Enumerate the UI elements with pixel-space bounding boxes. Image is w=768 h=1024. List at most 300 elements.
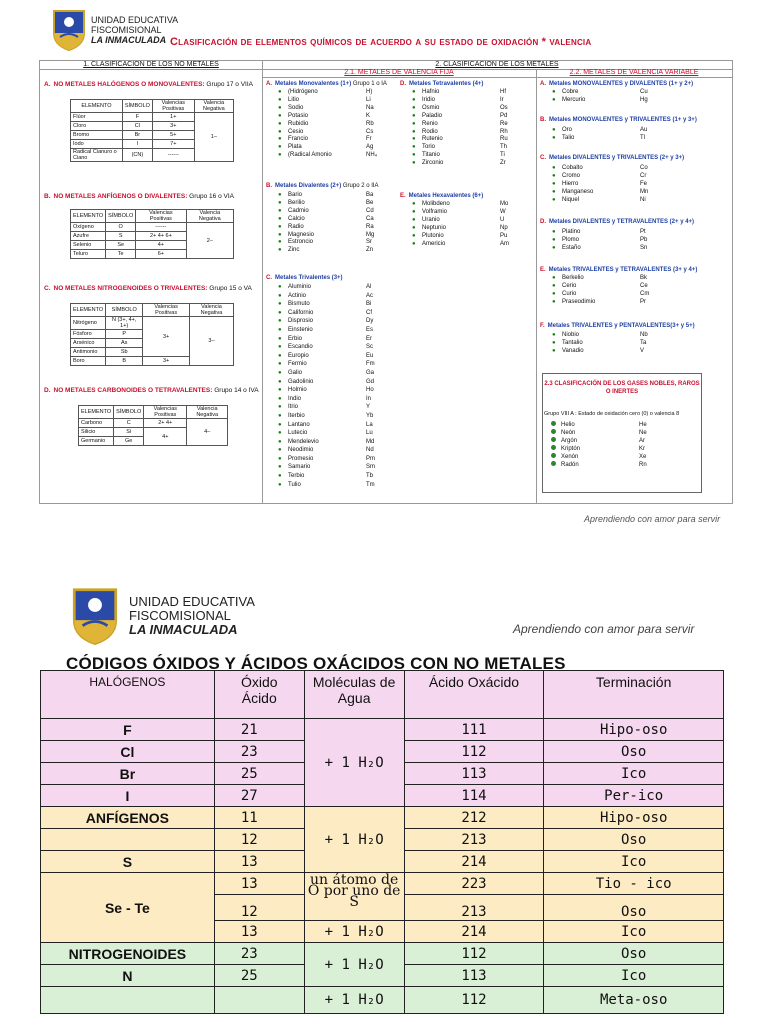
element-symbol: Er: [366, 335, 372, 342]
halogens-section-title: A. NO METALES HALÓGENOS O MONOVALENTES: Grupo 17 o VIIA: [44, 81, 254, 88]
element-symbol: La: [366, 421, 373, 428]
list-item: [552, 237, 656, 245]
list-item: ● Cadmio Cd: [278, 207, 374, 214]
element-name: Titanio: [422, 152, 440, 159]
list-item: [552, 97, 656, 105]
list-item: [551, 453, 655, 461]
element-symbol: Mo: [500, 201, 509, 207]
trivalent-list: [278, 283, 382, 489]
list-item: [552, 245, 656, 253]
list-item: [552, 197, 656, 205]
list-item: ● Zinc Zn: [278, 247, 374, 254]
element-name: Praseodimio: [562, 298, 596, 305]
logo-line-1: UNIDAD EDUCATIVA: [91, 15, 179, 25]
element-name: Radón: [561, 462, 579, 468]
bullet-icon: ●: [412, 216, 416, 223]
element-symbol: Nd: [366, 447, 374, 454]
page-2-title: CÓDIGOS ÓXIDOS Y ÁCIDOS OXÁCIDOS CON NO METALES: [66, 654, 566, 673]
element-name: Californio: [288, 309, 314, 316]
element-name: Samario: [288, 464, 311, 471]
element-name: Niquel: [562, 196, 580, 203]
list-item: [552, 340, 656, 348]
bullet-icon: ●: [552, 275, 556, 281]
list-item: [412, 201, 516, 209]
bullet-icon: ●: [278, 438, 282, 445]
hexavalent-title: E. Metales Hexavalentes (6+): [400, 193, 484, 199]
element-symbol: Pd: [500, 112, 508, 119]
logo-line-3: LA INMACULADA: [91, 35, 167, 45]
list-item: [551, 429, 655, 437]
list-item: ● (Hidrógeno H): [278, 89, 373, 95]
element-symbol: U: [500, 216, 505, 223]
bullet-icon: ●: [278, 481, 282, 488]
element-name: Volframio: [422, 208, 448, 215]
element-name: Torio: [422, 144, 436, 151]
element-symbol: Rh: [500, 128, 508, 135]
classification-sheet: [39, 60, 733, 504]
list-item: ● Francio Fr: [278, 136, 372, 143]
list-item: [552, 283, 656, 291]
bullet-icon: ●: [552, 236, 556, 243]
bullet-icon: [551, 453, 561, 461]
bullet-icon: [551, 429, 561, 437]
element-symbol: Cr: [640, 172, 647, 179]
element-name: Gadolinio: [288, 378, 314, 385]
list-item: [412, 241, 516, 249]
list-item: [278, 386, 382, 395]
list-item: [412, 152, 516, 160]
list-item: [278, 300, 382, 309]
hexavalent-list: [412, 201, 516, 248]
variable-e-list: [552, 275, 656, 307]
page-2: [0, 575, 768, 1024]
element-symbol: Ti: [500, 152, 505, 159]
element-name: Curio: [562, 290, 577, 297]
element-name: Xenón: [561, 454, 579, 460]
element-name: Rodio: [422, 128, 438, 135]
bullet-icon: ●: [278, 301, 282, 308]
list-item: [412, 225, 516, 233]
list-item: [412, 217, 516, 225]
element-name: Estaño: [562, 244, 581, 251]
element-symbol: Cm: [640, 290, 650, 297]
element-symbol: Zr: [500, 160, 506, 167]
element-name: Cobre: [562, 89, 579, 95]
bullet-icon: ●: [278, 318, 282, 325]
element-symbol: Mn: [640, 188, 649, 195]
list-item: [412, 97, 516, 105]
list-item: [278, 421, 382, 430]
halogens-table: ELEMENTO SÍMBOLO Valencias Positivas Valencia Negativa Flúor F 1+ 1– Cloro Cl 3+ Bromo Br 5+ Iodo I 7+ Radical Cianuro o Ciano (CN) ------: [70, 99, 234, 162]
list-item: [412, 113, 516, 121]
bullet-icon: ●: [278, 421, 282, 428]
list-item: [278, 429, 382, 438]
element-symbol: Fe: [640, 180, 648, 187]
element-name: Itrio: [288, 404, 299, 411]
list-item: [412, 209, 516, 217]
element-name: Terbio: [288, 473, 305, 480]
school-logo: [52, 9, 178, 51]
list-item: [552, 165, 656, 173]
bullet-icon: ●: [278, 387, 282, 394]
fixed-valence-header: 2.1. METALES DE VALENCIA FIJA: [344, 69, 454, 76]
element-name: Tulio: [288, 481, 301, 488]
element-name: Europio: [288, 352, 309, 359]
bullet-icon: ●: [278, 473, 282, 480]
logo-line-3: LA INMACULADA: [129, 622, 238, 637]
list-item: [278, 472, 382, 481]
element-symbol: Os: [500, 104, 508, 111]
variable-f-title: F. Metales TRIVALENTES y PENTAVALENTES(3+ y 5+): [540, 323, 695, 329]
element-name: Galio: [288, 369, 303, 376]
element-symbol: Eu: [366, 352, 374, 359]
element-symbol: Nb: [640, 332, 648, 338]
bullet-icon: ●: [412, 144, 416, 151]
list-item: ● (Radical Amonio NH₄: [278, 152, 378, 159]
element-name: Zirconio: [422, 160, 444, 167]
variable-c-title: C. Metales DIVALENTES y TRIVALENTES (2+ y 3+): [540, 155, 685, 161]
bullet-icon: ●: [412, 201, 416, 207]
bullet-icon: ●: [278, 464, 282, 471]
table-row: F 21 + 1 H₂O 111 Hipo-oso: [41, 719, 724, 741]
bullet-icon: ●: [552, 347, 556, 354]
bullet-icon: ●: [412, 224, 416, 231]
element-symbol: He: [639, 422, 647, 428]
element-symbol: Am: [500, 240, 509, 247]
bullet-icon: ●: [552, 96, 556, 103]
list-item: [412, 129, 516, 137]
noble-gases-list: [551, 421, 655, 469]
element-symbol: Re: [500, 120, 508, 127]
bullet-icon: ●: [412, 104, 416, 111]
bullet-icon: ●: [278, 455, 282, 462]
bullet-icon: ●: [552, 172, 556, 179]
variable-f-list: [552, 332, 656, 356]
element-name: Actinio: [288, 292, 307, 299]
anfigens-section-title: B. NO METALES ANFÍGENOS O DIVALENTES: Grupo 16 o VIA: [44, 193, 234, 200]
bullet-icon: ●: [412, 112, 416, 119]
bullet-icon: ●: [278, 404, 282, 411]
bullet-icon: ●: [552, 244, 556, 251]
element-name: Neptunio: [422, 224, 447, 231]
bullet-icon: ●: [552, 298, 556, 305]
element-symbol: Dy: [366, 318, 374, 325]
element-symbol: Ga: [366, 369, 375, 376]
element-name: Renio: [422, 120, 438, 127]
bullet-icon: ●: [412, 120, 416, 127]
list-item: [278, 360, 382, 369]
list-item: [552, 127, 656, 135]
divalent-title: B. Metales Divalentes (2+) Grupo 2 o IIA: [266, 183, 379, 189]
element-symbol: Bi: [366, 301, 372, 308]
list-item: [278, 481, 382, 490]
tetravalent-list: [412, 89, 516, 168]
list-item: [278, 395, 382, 404]
list-item: [551, 421, 655, 429]
ending-header: Terminación: [544, 671, 724, 719]
variable-a-list: [552, 89, 656, 105]
element-symbol: Np: [500, 224, 508, 231]
page-1-footer: Aprendiendo con amor para servir: [584, 514, 721, 524]
list-item: [412, 121, 516, 129]
list-item: [278, 463, 382, 472]
element-name: Iridio: [422, 96, 436, 103]
nitrogenoids-section-title: C. NO METALES NITROGENOIDES O TRIVALENTES: Grupo 15 o VA: [44, 285, 252, 292]
bullet-icon: ●: [412, 136, 416, 143]
bullet-icon: ●: [278, 335, 282, 342]
bullet-icon: ●: [412, 89, 416, 95]
page-2-footer: Aprendiendo con amor para servir: [513, 622, 695, 636]
variable-e-title: E. Metales TRIVALENTES y TETRAVALENTES (3+ y 4+): [540, 267, 698, 273]
table-row: ANFÍGENOS 11 + 1 H₂O 212 Hipo-oso: [41, 807, 724, 829]
table-row: I 27 114 Per-ico: [41, 785, 724, 807]
bullet-icon: ●: [552, 180, 556, 187]
list-item: [552, 135, 656, 143]
element-name: Fermio: [288, 361, 307, 368]
metals-header: 2. CLASIFICACION DE LOS METALES: [435, 61, 559, 68]
noble-gases-intro: Grupo VIII A : Estado de oxidación cero (0) o valencia 8: [544, 411, 680, 417]
bullet-icon: ●: [552, 282, 556, 289]
element-symbol: Ac: [366, 292, 374, 299]
list-item: [552, 332, 656, 340]
table-row: 13 + 1 H₂O 214 Ico: [41, 921, 724, 943]
element-name: Hafnio: [422, 89, 440, 95]
element-symbol: Sn: [640, 244, 648, 251]
element-symbol: Ir: [500, 96, 504, 103]
table-row: S 13 214 Ico: [41, 851, 724, 873]
element-symbol: Tb: [366, 473, 374, 480]
list-item: [278, 309, 382, 318]
element-symbol: Rn: [639, 462, 647, 468]
bullet-icon: ●: [552, 339, 556, 346]
element-symbol: Gd: [366, 378, 375, 385]
element-name: Disprosio: [288, 318, 314, 325]
bullet-icon: ●: [278, 395, 282, 402]
element-name: Bismuto: [288, 301, 310, 308]
list-item: ● Rubidio Rb: [278, 120, 374, 127]
bullet-icon: ●: [278, 412, 282, 419]
element-name: Plutonio: [422, 232, 444, 239]
element-symbol: In: [366, 395, 372, 402]
element-name: Kriptón: [561, 446, 581, 452]
bullet-icon: [551, 437, 561, 445]
list-item: [412, 89, 516, 97]
page-1: [36, 0, 732, 524]
list-item: [278, 283, 382, 292]
bullet-icon: ●: [552, 89, 556, 95]
element-name: Niobio: [562, 332, 580, 338]
element-name: Lantano: [288, 421, 310, 428]
bullet-icon: ●: [278, 369, 282, 376]
element-symbol: Au: [640, 127, 648, 133]
element-symbol: Ta: [640, 339, 647, 346]
list-item: [412, 144, 516, 152]
element-symbol: Kr: [639, 446, 645, 452]
list-item: [551, 437, 655, 445]
bullet-icon: ●: [412, 96, 416, 103]
element-symbol: Pm: [366, 455, 375, 462]
element-symbol: Al: [366, 284, 372, 290]
list-item: [278, 335, 382, 344]
monovalent-title: A. Metales Monovalentes (1+) Grupo 1 o IA: [266, 81, 387, 87]
element-symbol: Es: [366, 326, 374, 333]
bullet-icon: ●: [278, 361, 282, 368]
table-row: NITROGENOIDES 23 + 1 H₂O 112 Oso: [41, 943, 724, 965]
list-item: [278, 412, 382, 421]
page-1-title: Clasificación de elementos químicos de acuerdo a su estado de oxidación * valencia: [170, 36, 592, 48]
element-name: Cerio: [562, 282, 577, 289]
element-symbol: Yb: [366, 412, 374, 419]
list-item: [412, 160, 516, 168]
bullet-icon: ●: [412, 240, 416, 247]
school-logo-2: [67, 587, 255, 645]
list-item: [278, 455, 382, 464]
variable-b-title: B. Metales MONOVALENTES y TRIVALENTES (1+ y 3+): [540, 117, 697, 123]
element-name: Paladio: [422, 112, 443, 119]
list-item: ● Magnesio Mg: [278, 231, 375, 238]
element-name: Hierro: [562, 180, 579, 187]
element-name: Argón: [561, 438, 578, 444]
list-item: ● Berilio Be: [278, 199, 374, 206]
acid-header: Ácido Oxácido: [404, 671, 544, 719]
logo-line-2: FISCOMISIONAL: [129, 608, 231, 623]
nitrogenoids-table: ELEMENTO SÍMBOLO Valencias Positivas Valencia Negativa Nitrógeno N (3+, 4+, 1+) 3+ 3– Fósforo P Arsénico As Antimonio Sb Boro B 3+: [70, 303, 234, 366]
variable-c-list: [552, 165, 656, 205]
element-name: Einstenio: [288, 326, 313, 333]
list-item: [278, 378, 382, 387]
list-item: ● Bario Ba: [278, 192, 374, 198]
list-item: [552, 299, 656, 307]
list-item: [552, 173, 656, 181]
element-symbol: Hf: [500, 89, 506, 95]
bullet-icon: ●: [278, 344, 282, 351]
list-item: [552, 181, 656, 189]
element-symbol: Pb: [640, 236, 648, 243]
element-symbol: Sm: [366, 464, 375, 471]
list-item: [412, 136, 516, 144]
element-name: Berkelio: [562, 275, 584, 281]
element-symbol: Hg: [640, 96, 648, 103]
list-item: ● Estroncio Sr: [278, 239, 372, 246]
bullet-icon: ●: [278, 309, 282, 316]
noble-gases-title: 2.3 CLASIFICACIÓN DE LOS GASES NOBLES, RAROS O INERTES: [544, 381, 700, 395]
element-symbol: Tm: [366, 481, 375, 488]
element-name: Neón: [561, 430, 576, 436]
element-name: Platino: [562, 229, 581, 235]
element-symbol: Md: [366, 438, 375, 445]
element-name: Uranio: [422, 216, 440, 223]
bullet-icon: ●: [552, 134, 556, 141]
element-name: Rutenio: [422, 136, 443, 143]
element-symbol: Y: [366, 404, 371, 411]
list-item: [412, 233, 516, 241]
trivalent-title: C. Metales Trivalentes (3+): [266, 275, 343, 281]
bullet-icon: ●: [552, 196, 556, 203]
list-item: [278, 326, 382, 335]
list-item: [278, 352, 382, 361]
element-symbol: Tl: [640, 134, 645, 141]
variable-d-title: D. Metales DIVALENTES y TETRAVALENTES (2+ y 4+): [540, 219, 695, 225]
list-item: ● Potasio K: [278, 112, 371, 119]
element-symbol: Co: [640, 165, 648, 171]
list-item: [278, 292, 382, 301]
group-header: HALÓGENOS: [41, 671, 215, 719]
divalent-list: [278, 192, 382, 255]
element-symbol: Pr: [640, 298, 646, 305]
bullet-icon: ●: [552, 165, 556, 171]
bullet-icon: ●: [552, 332, 556, 338]
element-name: Holmio: [288, 387, 307, 394]
list-item: [412, 105, 516, 113]
element-name: Plomo: [562, 236, 580, 243]
bullet-icon: ●: [278, 352, 282, 359]
element-name: Mercurio: [562, 96, 586, 103]
element-name: Neodimio: [288, 447, 314, 454]
carbonoids-section-title: D. NO METALES CARBONOIDES O TETRAVALENTES: Grupo 14 o IVA: [44, 387, 259, 394]
list-item: [552, 189, 656, 197]
element-name: Osmio: [422, 104, 440, 111]
bullet-icon: [551, 421, 561, 429]
list-item: [278, 438, 382, 447]
element-name: Oro: [562, 127, 573, 133]
element-name: Iterbio: [288, 412, 305, 419]
element-name: Aluminio: [288, 284, 312, 290]
element-symbol: Xe: [639, 454, 647, 460]
element-symbol: Pu: [500, 232, 508, 239]
list-item: [552, 348, 656, 356]
element-name: Lutecio: [288, 430, 308, 437]
variable-valence-header: 2.2. METALES DE VALENCIA VARIABLE: [569, 69, 699, 76]
element-symbol: Cf: [366, 309, 372, 316]
element-name: Helio: [561, 422, 575, 428]
element-symbol: Bk: [640, 275, 648, 281]
bullet-icon: ●: [412, 232, 416, 239]
list-item: [278, 403, 382, 412]
bullet-icon: ●: [412, 208, 416, 215]
element-symbol: V: [640, 347, 645, 354]
table-row: Cl 23 112 Oso: [41, 741, 724, 763]
element-symbol: W: [500, 208, 506, 215]
variable-d-list: [552, 229, 656, 253]
bullet-icon: ●: [552, 127, 556, 133]
logo-line-1: UNIDAD EDUCATIVA: [129, 594, 255, 609]
list-item: [552, 229, 656, 237]
list-item: [551, 445, 655, 453]
element-name: Vanadio: [562, 347, 584, 354]
oxide-header: Óxido Ácido: [214, 671, 304, 719]
list-item: ● Plata Ag: [278, 144, 374, 151]
logo-line-2: FISCOMISIONAL: [91, 25, 162, 35]
element-name: Cobalto: [562, 165, 583, 171]
element-name: Molibdeno: [422, 201, 450, 207]
list-item: [278, 317, 382, 326]
bullet-icon: ●: [278, 284, 282, 290]
element-symbol: Cu: [640, 89, 648, 95]
bullet-icon: ●: [278, 292, 282, 299]
list-item: [552, 89, 656, 97]
table-row: 12 213 Oso: [41, 895, 724, 921]
list-item: [278, 369, 382, 378]
list-item: ● Cesio Cs: [278, 128, 374, 135]
element-symbol: Ne: [639, 430, 647, 436]
tetravalent-title: D. Metales Tetravalentes (4+): [400, 81, 484, 87]
bullet-icon: ●: [278, 326, 282, 333]
bullet-icon: ●: [278, 430, 282, 437]
element-symbol: Ar: [639, 438, 645, 444]
bullet-icon: ●: [552, 290, 556, 297]
table-row: + 1 H₂O 112 Meta-oso: [41, 987, 724, 1014]
list-item: ● Litio Li: [278, 96, 371, 103]
